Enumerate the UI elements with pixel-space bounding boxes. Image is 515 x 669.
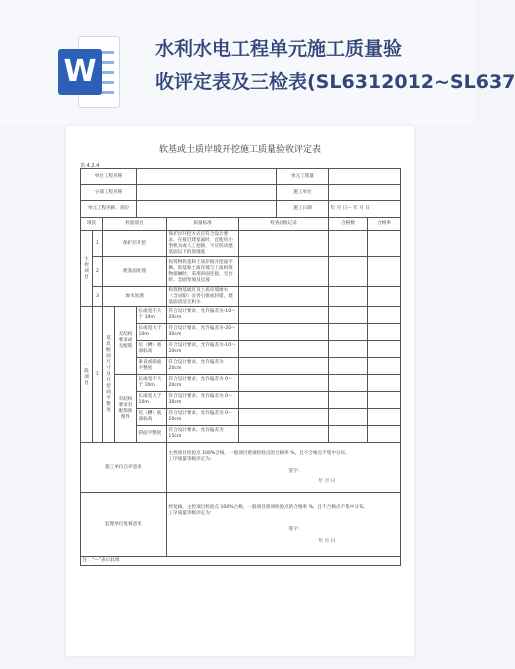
general-sub-pass[interactable]	[329, 375, 368, 392]
general-sub-rate[interactable]	[368, 341, 401, 358]
page-title-line-2: 收评定表及三检表(SL6312012~SL637	[155, 71, 515, 93]
general-subgroup-type: 无结构要求或无配筋	[115, 307, 137, 375]
main-group-label: 主控项目	[81, 231, 93, 307]
supervisor-opinion-row	[81, 493, 401, 557]
general-item-row	[81, 307, 401, 324]
supervisor-opinion-line1: 经复核，主控项目检验点 100%合格，一般项目逐项检验点的合格率 %，且不合格点不集中分布。	[168, 504, 369, 510]
general-sub-rate[interactable]	[368, 307, 401, 324]
unit-quantity-label: 单元工程量	[277, 169, 329, 185]
constructor-opinion-label: 施工单位自评意见	[81, 443, 167, 493]
col-record: 检查(测)记录	[239, 218, 329, 231]
main-item-row	[81, 231, 401, 257]
general-item-no: 1	[93, 307, 103, 443]
main-item-standard: 保护层开挖方式应符合设计要求，在接近建基面时，宜使用小型机具或人工挖除，不应扰动建基面以下的原地基	[167, 231, 239, 257]
general-sub-pass[interactable]	[329, 341, 368, 358]
general-sub-record[interactable]	[239, 307, 329, 324]
construction-date-value[interactable]: 年 月 日～ 年 月 日	[329, 201, 401, 218]
column-header-row	[81, 218, 401, 231]
col-pass-count: 合格数	[329, 218, 368, 231]
supervisor-opinion-content[interactable]	[167, 493, 401, 557]
general-item-row	[81, 375, 401, 392]
part-project-value[interactable]	[137, 185, 277, 201]
constructor-opinion-line1: 主控项目检验点 100%合格，一般项目逐项检验点的合格率 %，且不合格点不集中分布。	[168, 450, 350, 456]
document-sheet	[66, 126, 414, 656]
general-sub-rate[interactable]	[368, 324, 401, 341]
general-sub-pass[interactable]	[329, 307, 368, 324]
general-sub-rate[interactable]	[368, 375, 401, 392]
general-sub-record[interactable]	[239, 426, 329, 443]
main-item-record[interactable]	[239, 231, 329, 257]
col-item: 检验项目	[103, 218, 167, 231]
unit-quantity-value[interactable]	[329, 169, 401, 185]
word-icon	[58, 36, 120, 108]
row-element-project	[81, 201, 401, 218]
constructor-opinion-content[interactable]	[167, 443, 401, 493]
general-subgroup-type: 有结构要求有配筋预埋件	[115, 375, 137, 443]
unit-project-value[interactable]	[137, 169, 277, 185]
evaluation-form-table	[80, 168, 401, 566]
general-sub-standard: 符合设计要求，允许偏差为-10～20cm	[167, 341, 239, 358]
main-item-name: 保护层开挖	[103, 231, 167, 257]
main-item-no: 1	[93, 231, 103, 257]
header-banner	[0, 0, 515, 125]
general-sub-standard: 符合设计要求，允许偏差为 15cm	[167, 426, 239, 443]
unit-project-label: 单位工程名称	[81, 169, 137, 185]
general-sub-rate[interactable]	[368, 392, 401, 409]
main-item-name: 渗水处理	[103, 287, 167, 307]
document-title: 软基或土质岸坡开挖施工质量验收评定表	[158, 145, 321, 155]
general-sub-record[interactable]	[239, 358, 329, 375]
general-sub-label: 坑（槽）底部标高	[137, 341, 167, 358]
main-item-record[interactable]	[239, 287, 329, 307]
general-sub-pass[interactable]	[329, 426, 368, 443]
main-item-record[interactable]	[239, 257, 329, 287]
main-item-rate[interactable]	[368, 287, 401, 307]
supervisor-opinion-label: 监理单位复核意见	[81, 493, 167, 557]
main-item-pass[interactable]	[329, 231, 368, 257]
general-sub-rate[interactable]	[368, 409, 401, 426]
supervisor-sign: 签字：	[288, 526, 303, 532]
general-sub-label: 长或宽不大于 10m	[137, 375, 167, 392]
general-sub-pass[interactable]	[329, 358, 368, 375]
constructor-value[interactable]	[329, 185, 401, 201]
general-sub-standard: 符合设计要求，允许偏差为-20～30cm	[167, 324, 239, 341]
general-sub-label: 长或宽大于 10m	[137, 324, 167, 341]
general-sub-label: 垂直或斜面平整度	[137, 358, 167, 375]
general-sub-record[interactable]	[239, 409, 329, 426]
general-sub-rate[interactable]	[368, 426, 401, 443]
constructor-opinion-line2: 工序质量等级评定为：	[168, 456, 215, 462]
col-no: 项次	[81, 218, 103, 231]
main-item-standard: 构筑物软基和土质岸坡开挖面平顺。软基和土质岸坡与土质构筑物接触时，采用斜面连接，无台阶、急剧变坡及反坡	[167, 257, 239, 287]
general-sub-standard: 符合设计要求，允许偏差为 20cm	[167, 358, 239, 375]
note-row	[81, 557, 401, 566]
general-sub-record[interactable]	[239, 392, 329, 409]
general-sub-pass[interactable]	[329, 392, 368, 409]
construction-date-label: 施工日期	[277, 201, 329, 218]
row-unit-project	[81, 169, 401, 185]
table-note: 注：“—”表示此项	[81, 557, 401, 566]
part-project-label: 分部工程名称	[81, 185, 137, 201]
col-standard: 质量标准	[167, 218, 239, 231]
row-part-project	[81, 185, 401, 201]
main-item-no: 3	[93, 287, 103, 307]
constructor-label: 施工单位	[277, 185, 329, 201]
general-sub-record[interactable]	[239, 341, 329, 358]
general-sub-label: 长或宽不大于 10m	[137, 307, 167, 324]
col-pass-rate: 合格率	[368, 218, 401, 231]
general-sub-label: 斜面平整度	[137, 426, 167, 443]
constructor-sign: 签字：	[288, 468, 303, 474]
word-logo-letter: W	[58, 49, 102, 95]
main-item-rate[interactable]	[368, 231, 401, 257]
general-group-label: 一般项目	[81, 307, 93, 443]
main-item-pass[interactable]	[329, 257, 368, 287]
constructor-opinion-row	[81, 443, 401, 493]
main-item-name: 建基面处理	[103, 257, 167, 287]
general-sub-standard: 符合设计要求，允许偏差为 0～20cm	[167, 409, 239, 426]
general-item-name: 基坑断面尺寸及开挖面平整度	[103, 307, 115, 443]
constructor-date: 年 月 日	[318, 478, 336, 484]
page-title	[155, 33, 515, 99]
element-project-value[interactable]	[137, 201, 277, 218]
general-sub-label: 长或宽大于 10m	[137, 392, 167, 409]
general-sub-rate[interactable]	[368, 358, 401, 375]
general-sub-pass[interactable]	[329, 324, 368, 341]
main-item-pass[interactable]	[329, 287, 368, 307]
main-item-row	[81, 287, 401, 307]
table-code: 表 4.2.4	[80, 163, 100, 169]
general-sub-pass[interactable]	[329, 409, 368, 426]
main-item-row	[81, 257, 401, 287]
main-item-standard: 构筑物基础区及土质岸坡渗水（含泉眼）妥善引排或封堵，建基面清洁无积水	[167, 287, 239, 307]
general-sub-standard: 符合设计要求，允许偏差为 0～30cm	[167, 392, 239, 409]
main-item-no: 2	[93, 257, 103, 287]
general-sub-record[interactable]	[239, 375, 329, 392]
general-sub-standard: 符合设计要求，允许偏差为-10～20cm	[167, 307, 239, 324]
general-sub-label: 坑（槽）底部标高	[137, 409, 167, 426]
general-sub-standard: 符合设计要求，允许偏差为 0～20cm	[167, 375, 239, 392]
supervisor-opinion-line2: 工序质量等级评定为：	[168, 510, 215, 516]
page-title-line-1: 水利水电工程单元施工质量验	[155, 38, 403, 60]
supervisor-date: 年 月 日	[318, 538, 336, 544]
element-project-label: 单元工程名称、部位	[81, 201, 137, 218]
main-item-rate[interactable]	[368, 257, 401, 287]
general-sub-record[interactable]	[239, 324, 329, 341]
